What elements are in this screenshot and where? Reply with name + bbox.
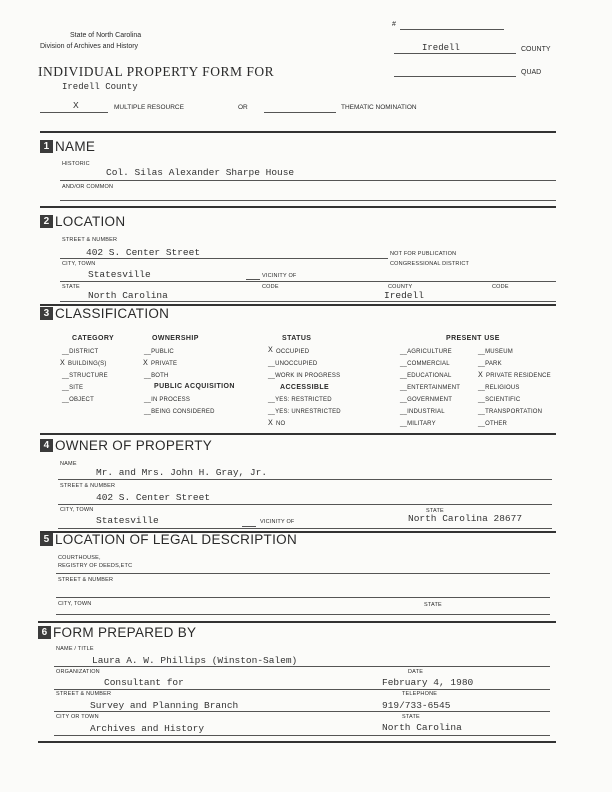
category-site[interactable]: __SITE [62, 385, 84, 391]
state-label: STATE [62, 284, 80, 290]
state-value: North Carolina [88, 290, 168, 301]
prepared-city-value: Archives and History [90, 723, 205, 734]
prepared-name-label: NAME / TITLE [56, 646, 94, 652]
thematic-line [264, 112, 336, 113]
registry-label: REGISTRY OF DEEDS,ETC [58, 563, 133, 569]
owner-street-value: 402 S. Center Street [96, 492, 211, 503]
legal-city-line [56, 614, 550, 615]
section-title: CLASSIFICATION [55, 306, 170, 321]
vicinity-label: VICINITY OF [262, 273, 297, 279]
section-number-badge: 6 [38, 626, 51, 639]
category-district[interactable]: __DISTRICT [62, 349, 99, 355]
city-line [60, 281, 556, 282]
use-commercial[interactable]: __COMMERCIAL [400, 361, 450, 367]
owner-street-line [58, 504, 552, 505]
org-value: Consultant for [104, 677, 184, 688]
use-mark: X [478, 371, 484, 380]
telephone-value: 919/733-6545 [382, 700, 451, 711]
section-number-badge: 2 [40, 215, 53, 228]
present-use-head: PRESENT USE [446, 335, 500, 342]
divider-3 [40, 433, 556, 435]
prepared-street-line [54, 711, 550, 712]
owner-name-label: NAME [60, 461, 77, 467]
use-educational[interactable]: __EDUCATIONAL [400, 373, 452, 379]
public-acquisition-head: PUBLIC ACQUISITION [154, 383, 235, 390]
accessible-restricted[interactable]: __YES: RESTRICTED [268, 397, 332, 403]
category-head: CATEGORY [72, 335, 115, 342]
ownership-both[interactable]: __BOTH [144, 373, 169, 379]
use-government[interactable]: __GOVERNMENT [400, 397, 453, 403]
section-title: LOCATION OF LEGAL DESCRIPTION [55, 532, 297, 547]
org-line [54, 689, 550, 690]
category-object[interactable]: __OBJECT [62, 397, 94, 403]
use-private-residence[interactable]: PRIVATE RESIDENCE [486, 373, 551, 379]
section-number-badge: 1 [40, 140, 53, 153]
street-label: STREET & NUMBER [62, 237, 118, 243]
telephone-label: TELEPHONE [402, 691, 438, 697]
vicinity-blank [246, 279, 260, 280]
owner-name-line [58, 479, 552, 480]
status-occupied[interactable]: OCCUPIED [276, 349, 310, 355]
thematic-label: THEMATIC NOMINATION [341, 104, 417, 111]
status-work-in-progress[interactable]: __WORK IN PROGRESS [268, 373, 341, 379]
org-label: ORGANIZATION [56, 669, 100, 675]
section-legal-heading [40, 532, 297, 547]
use-park[interactable]: __PARK [478, 361, 502, 367]
use-scientific[interactable]: __SCIENTIFIC [478, 397, 521, 403]
street-value: 402 S. Center Street [86, 247, 201, 258]
accessible-no[interactable]: NO [276, 421, 286, 427]
form-subject: Iredell County [62, 82, 138, 92]
section-title: FORM PREPARED BY [53, 625, 197, 640]
owner-state-value: North Carolina 28677 [408, 513, 523, 524]
county-value: Iredell [384, 290, 424, 301]
section-number-badge: 4 [40, 439, 53, 452]
acq-being-considered[interactable]: __BEING CONSIDERED [144, 409, 215, 415]
prepared-city-line [54, 735, 550, 736]
prepared-state-value: North Carolina [382, 722, 462, 733]
section-name-heading [40, 139, 95, 154]
status-unoccupied[interactable]: __UNOCCUPIED [268, 361, 318, 367]
not-pub-blank [380, 258, 388, 259]
accessible-mark: X [268, 419, 274, 428]
acq-in-process[interactable]: __IN PROCESS [144, 397, 191, 403]
state-line [60, 301, 556, 302]
accessible-unrestricted[interactable]: __YES: UNRESTRICTED [268, 409, 341, 415]
category-mark: X [60, 359, 66, 368]
use-museum[interactable]: __MUSEUM [478, 349, 513, 355]
ownership-mark: X [143, 359, 149, 368]
owner-vicinity-blank [242, 526, 256, 527]
owner-city-label: CITY, TOWN [60, 507, 94, 513]
owner-city-line [58, 528, 552, 529]
multiple-line [40, 112, 108, 113]
category-building[interactable]: BUILDING(S) [68, 361, 107, 367]
hash-line [400, 29, 504, 30]
use-religious[interactable]: __RELIGIOUS [478, 385, 520, 391]
city-label: CITY, TOWN [62, 261, 96, 267]
status-head: STATUS [282, 335, 312, 342]
prepared-state-label: STATE [402, 714, 420, 720]
or-label: OR [238, 104, 248, 111]
hash-label: # [392, 21, 396, 28]
ownership-private[interactable]: PRIVATE [151, 361, 178, 367]
county-line [394, 53, 516, 54]
date-label: DATE [408, 669, 424, 675]
section-owner-heading [40, 438, 212, 453]
legal-state-label: STATE [424, 602, 442, 608]
street-line [60, 258, 382, 259]
historic-value: Col. Silas Alexander Sharpe House [106, 167, 295, 178]
owner-vicinity-label: VICINITY OF [260, 519, 295, 525]
form-title: INDIVIDUAL PROPERTY FORM FOR [38, 64, 275, 79]
date-value: February 4, 1980 [382, 677, 474, 688]
owner-street-label: STREET & NUMBER [60, 483, 116, 489]
city-value: Statesville [88, 269, 151, 280]
legal-city-label: CITY, TOWN [58, 601, 92, 607]
legal-street-label: STREET & NUMBER [58, 577, 114, 583]
congressional-label: CONGRESSIONAL DISTRICT [390, 261, 470, 267]
agency-line1: State of North Carolina [70, 32, 142, 39]
historic-label: HISTORIC [62, 161, 90, 167]
section-title: NAME [55, 139, 96, 154]
divider-1 [40, 206, 556, 208]
status-mark: X [268, 346, 274, 355]
ownership-public[interactable]: __PUBLIC [144, 349, 174, 355]
historic-line [60, 180, 556, 181]
use-agriculture[interactable]: __AGRICULTURE [400, 349, 452, 355]
common-label: AND/OR COMMON [62, 184, 114, 190]
not-for-pub-label: NOT FOR PUBLICATION [390, 251, 457, 257]
multiple-label: MULTIPLE RESOURCE [114, 104, 184, 111]
prepared-street-label: STREET & NUMBER [56, 691, 112, 697]
owner-state-label: STATE [426, 508, 444, 514]
section-prepared-heading [38, 625, 196, 640]
use-entertainment[interactable]: __ENTERTAINMENT [400, 385, 461, 391]
use-transportation[interactable]: __TRANSPORTATION [478, 409, 543, 415]
common-line [60, 200, 556, 201]
use-industrial[interactable]: __INDUSTRIAL [400, 409, 445, 415]
prepared-city-label: CITY OR TOWN [56, 714, 99, 720]
category-structure[interactable]: __STRUCTURE [62, 373, 108, 379]
courthouse-label: COURTHOUSE, [58, 555, 101, 561]
section-classification-heading [40, 306, 169, 321]
courthouse-line [56, 573, 550, 574]
owner-city-value: Statesville [96, 515, 159, 526]
prepared-street-value: Survey and Planning Branch [90, 700, 239, 711]
section-title: LOCATION [55, 214, 126, 229]
use-military[interactable]: __MILITARY [400, 421, 436, 427]
county-label: COUNTY [521, 46, 551, 53]
section-number-badge: 3 [40, 307, 53, 320]
section-number-badge: 5 [40, 533, 53, 546]
divider-top [40, 131, 556, 133]
section-location-heading [40, 214, 125, 229]
legal-street-line [56, 597, 550, 598]
header-county-value: Iredell [422, 43, 460, 53]
quad-line [394, 76, 516, 77]
quad-label: QUAD [521, 69, 542, 76]
divider-5 [38, 621, 556, 623]
agency-line2: Division of Archives and History [40, 43, 139, 50]
code-label-2: CODE [492, 284, 509, 290]
section-title: OWNER OF PROPERTY [55, 438, 213, 453]
accessible-head: ACCESSIBLE [280, 384, 330, 391]
ownership-head: OWNERSHIP [152, 335, 199, 342]
multiple-mark: X [73, 100, 79, 111]
county-label: COUNTY [388, 284, 413, 290]
code-label: CODE [262, 284, 279, 290]
prepared-name-line [54, 666, 550, 667]
prepared-name-value: Laura A. W. Phillips (Winston-Salem) [92, 655, 298, 666]
divider-6 [38, 741, 556, 743]
owner-name-value: Mr. and Mrs. John H. Gray, Jr. [96, 467, 268, 478]
use-other[interactable]: __OTHER [478, 421, 508, 427]
